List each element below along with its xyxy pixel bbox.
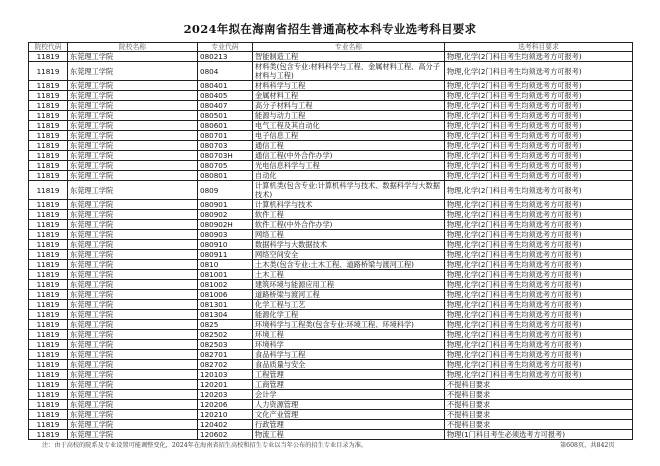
- table-row: [29, 270, 633, 280]
- table-row: [29, 370, 633, 380]
- major-code-cell: 082701: [198, 350, 253, 360]
- school-code-cell: 11819: [29, 250, 68, 260]
- major-name-cell: 计算机类(包含专业:计算机科学与技术、数据科学与大数据技术): [253, 181, 445, 200]
- school-code-cell: 11819: [29, 181, 68, 200]
- major-code-cell: 080902: [198, 210, 253, 220]
- table-row: [29, 111, 633, 121]
- school-code-cell: 11819: [29, 161, 68, 171]
- major-name-cell: 材料科学与工程: [253, 81, 445, 91]
- school-name-cell: 东莞理工学院: [68, 430, 198, 440]
- major-name-cell: 智能制造工程: [253, 52, 445, 62]
- requirement-cell: 物理,化学(2门科目考生均须选考方可报考): [445, 81, 633, 91]
- school-name-cell: 东莞理工学院: [68, 161, 198, 171]
- major-code-cell: 0809: [198, 181, 253, 200]
- major-code-cell: 120103: [198, 370, 253, 380]
- major-code-cell: 080703: [198, 141, 253, 151]
- school-name-cell: 东莞理工学院: [68, 101, 198, 111]
- requirement-cell: 物理,化学(2门科目考生均须选考方可报考): [445, 310, 633, 320]
- requirement-cell: 物理,化学(2门科目考生均须选考方可报考): [445, 320, 633, 330]
- school-code-cell: 11819: [29, 390, 68, 400]
- school-name-cell: 东莞理工学院: [68, 250, 198, 260]
- table-row: [29, 101, 633, 111]
- major-name-cell: 自动化: [253, 171, 445, 181]
- header-major-code: 专业代码: [198, 43, 253, 52]
- requirement-cell: 物理,化学(2门科目考生均须选考方可报考): [445, 330, 633, 340]
- requirement-cell: 物理,化学(2门科目考生均须选考方可报考): [445, 250, 633, 260]
- school-name-cell: 东莞理工学院: [68, 370, 198, 380]
- school-name-cell: 东莞理工学院: [68, 420, 198, 430]
- school-code-cell: 11819: [29, 62, 68, 81]
- school-name-cell: 东莞理工学院: [68, 141, 198, 151]
- major-code-cell: 0810: [198, 260, 253, 270]
- major-code-cell: 120206: [198, 400, 253, 410]
- major-name-cell: 工商管理: [253, 380, 445, 390]
- major-name-cell: 通信工程: [253, 141, 445, 151]
- school-code-cell: 11819: [29, 240, 68, 250]
- table-row: [29, 220, 633, 230]
- requirement-cell: 物理,化学(2门科目考生均须选考方可报考): [445, 360, 633, 370]
- table-row: [29, 340, 633, 350]
- major-name-cell: 文化产业管理: [253, 410, 445, 420]
- school-code-cell: 11819: [29, 370, 68, 380]
- header-major-name: 专业名称: [253, 43, 445, 52]
- major-name-cell: 网络工程: [253, 230, 445, 240]
- school-name-cell: 东莞理工学院: [68, 380, 198, 390]
- requirement-cell: 物理,化学(2门科目考生均须选考方可报考): [445, 260, 633, 270]
- page-title: 2024年拟在海南省招生普通高校本科专业选考科目要求: [183, 22, 477, 36]
- school-code-cell: 11819: [29, 171, 68, 181]
- school-code-cell: 11819: [29, 360, 68, 370]
- major-code-cell: 081006: [198, 290, 253, 300]
- major-name-cell: 化学工程与工艺: [253, 300, 445, 310]
- table-row: [29, 131, 633, 141]
- table-row: [29, 310, 633, 320]
- requirement-cell: 不提科目要求: [445, 380, 633, 390]
- school-name-cell: 东莞理工学院: [68, 270, 198, 280]
- major-code-cell: 0804: [198, 62, 253, 81]
- page-indicator: 第608页，共842页: [560, 442, 615, 449]
- requirement-cell: 物理,化学(2门科目考生均须选考方可报考): [445, 340, 633, 350]
- school-name-cell: 东莞理工学院: [68, 200, 198, 210]
- requirement-cell: 物理,化学(2门科目考生均须选考方可报考): [445, 121, 633, 131]
- footer-note: 注：由于高校的院系及专业设置可能调整变化，2024年在海南省招生高校和招生专业以当年公布的招生专业目录为准。: [42, 442, 368, 449]
- major-name-cell: 电子信息工程: [253, 131, 445, 141]
- requirement-cell: 物理,化学(2门科目考生均须选考方可报考): [445, 141, 633, 151]
- major-code-cell: 080911: [198, 250, 253, 260]
- requirements-table: [28, 42, 633, 440]
- major-code-cell: 082502: [198, 330, 253, 340]
- major-name-cell: 食品科学与工程: [253, 350, 445, 360]
- requirement-cell: 物理,化学(2门科目考生均须选考方可报考): [445, 62, 633, 81]
- school-name-cell: 东莞理工学院: [68, 320, 198, 330]
- major-name-cell: 环境工程: [253, 330, 445, 340]
- school-name-cell: 东莞理工学院: [68, 230, 198, 240]
- school-code-cell: 11819: [29, 430, 68, 440]
- header-school-name: 院校名称: [68, 43, 198, 52]
- major-name-cell: 数据科学与大数据技术: [253, 240, 445, 250]
- table-row: [29, 330, 633, 340]
- table-row: [29, 240, 633, 250]
- table-row: [29, 380, 633, 390]
- school-code-cell: 11819: [29, 340, 68, 350]
- major-code-cell: 080801: [198, 171, 253, 181]
- major-code-cell: 080213: [198, 52, 253, 62]
- table-row: [29, 320, 633, 330]
- table-row: [29, 430, 633, 440]
- requirement-cell: 物理,化学(2门科目考生均须选考方可报考): [445, 270, 633, 280]
- school-name-cell: 东莞理工学院: [68, 350, 198, 360]
- requirement-cell: 物理,化学(2门科目考生均须选考方可报考): [445, 151, 633, 161]
- school-name-cell: 东莞理工学院: [68, 240, 198, 250]
- major-code-cell: 080902H: [198, 220, 253, 230]
- table-body: [29, 52, 633, 440]
- school-code-cell: 11819: [29, 200, 68, 210]
- school-code-cell: 11819: [29, 300, 68, 310]
- requirement-cell: 物理,化学(2门科目考生均须选考方可报考): [445, 111, 633, 121]
- school-code-cell: 11819: [29, 380, 68, 390]
- school-code-cell: 11819: [29, 230, 68, 240]
- major-code-cell: 080601: [198, 121, 253, 131]
- major-name-cell: 计算机科学与技术: [253, 200, 445, 210]
- school-name-cell: 东莞理工学院: [68, 62, 198, 81]
- table-row: [29, 230, 633, 240]
- table-row: [29, 210, 633, 220]
- major-name-cell: 软件工程: [253, 210, 445, 220]
- major-name-cell: 能源化学工程: [253, 310, 445, 320]
- major-code-cell: 080901: [198, 200, 253, 210]
- requirement-cell: 物理,化学(2门科目考生均须选考方可报考): [445, 220, 633, 230]
- table-row: [29, 260, 633, 270]
- table-row: [29, 151, 633, 161]
- table-row: [29, 141, 633, 151]
- table-row: [29, 91, 633, 101]
- major-code-cell: 082503: [198, 340, 253, 350]
- requirement-cell: 物理,化学(2门科目考生均须选考方可报考): [445, 230, 633, 240]
- table-header-row: [29, 43, 633, 52]
- table-row: [29, 81, 633, 91]
- major-code-cell: 120402: [198, 420, 253, 430]
- requirement-cell: 物理,化学(2门科目考生均须选考方可报考): [445, 161, 633, 171]
- requirement-cell: 物理,化学(2门科目考生均须选考方可报考): [445, 101, 633, 111]
- major-name-cell: 网络空间安全: [253, 250, 445, 260]
- school-code-cell: 11819: [29, 280, 68, 290]
- table-row: [29, 290, 633, 300]
- requirement-cell: 物理,化学(2门科目考生均须选考方可报考): [445, 131, 633, 141]
- requirement-cell: 物理,化学(2门科目考生均须选考方可报考): [445, 181, 633, 200]
- school-name-cell: 东莞理工学院: [68, 111, 198, 121]
- table-row: [29, 400, 633, 410]
- school-name-cell: 东莞理工学院: [68, 151, 198, 161]
- requirement-cell: 物理,化学(2门科目考生均须选考方可报考): [445, 280, 633, 290]
- major-code-cell: 080910: [198, 240, 253, 250]
- school-code-cell: 11819: [29, 121, 68, 131]
- major-name-cell: 金属材料工程: [253, 91, 445, 101]
- header-school-code: 院校代码: [29, 43, 68, 52]
- school-name-cell: 东莞理工学院: [68, 91, 198, 101]
- major-name-cell: 材料类(包含专业:材料科学与工程、金属材料工程、高分子材料与工程): [253, 62, 445, 81]
- school-code-cell: 11819: [29, 91, 68, 101]
- requirement-cell: 物理,化学(2门科目考生均须选考方可报考): [445, 290, 633, 300]
- school-name-cell: 东莞理工学院: [68, 330, 198, 340]
- school-code-cell: 11819: [29, 141, 68, 151]
- major-code-cell: 080501: [198, 111, 253, 121]
- major-code-cell: 080903: [198, 230, 253, 240]
- requirement-cell: 物理,化学(2门科目考生均须选考方可报考): [445, 210, 633, 220]
- school-code-cell: 11819: [29, 210, 68, 220]
- major-code-cell: 080405: [198, 91, 253, 101]
- major-name-cell: 食品质量与安全: [253, 360, 445, 370]
- school-code-cell: 11819: [29, 101, 68, 111]
- major-name-cell: 物流工程: [253, 430, 445, 440]
- major-code-cell: 080703H: [198, 151, 253, 161]
- table-row: [29, 280, 633, 290]
- major-name-cell: 环境科学与工程类(包含专业:环境工程、环境科学): [253, 320, 445, 330]
- school-code-cell: 11819: [29, 400, 68, 410]
- table-row: [29, 350, 633, 360]
- major-code-cell: 080705: [198, 161, 253, 171]
- header-requirement: 选考科目要求: [445, 43, 633, 52]
- major-code-cell: 081304: [198, 310, 253, 320]
- table-row: [29, 62, 633, 81]
- major-code-cell: 120203: [198, 390, 253, 400]
- school-name-cell: 东莞理工学院: [68, 310, 198, 320]
- table-row: [29, 200, 633, 210]
- major-name-cell: 工程管理: [253, 370, 445, 380]
- school-name-cell: 东莞理工学院: [68, 340, 198, 350]
- requirement-cell: 物理(1门科目考生必须选考方可报考): [445, 430, 633, 440]
- school-code-cell: 11819: [29, 310, 68, 320]
- major-name-cell: 高分子材料与工程: [253, 101, 445, 111]
- requirement-cell: 物理,化学(2门科目考生均须选考方可报考): [445, 350, 633, 360]
- major-name-cell: 通信工程(中外合作办学): [253, 151, 445, 161]
- major-name-cell: 会计学: [253, 390, 445, 400]
- major-name-cell: 能源与动力工程: [253, 111, 445, 121]
- school-code-cell: 11819: [29, 320, 68, 330]
- table-row: [29, 250, 633, 260]
- table-row: [29, 300, 633, 310]
- major-code-cell: 0825: [198, 320, 253, 330]
- major-code-cell: 080701: [198, 131, 253, 141]
- table-row: [29, 410, 633, 420]
- school-name-cell: 东莞理工学院: [68, 260, 198, 270]
- school-code-cell: 11819: [29, 220, 68, 230]
- school-name-cell: 东莞理工学院: [68, 280, 198, 290]
- school-name-cell: 东莞理工学院: [68, 400, 198, 410]
- major-code-cell: 080407: [198, 101, 253, 111]
- table-row: [29, 360, 633, 370]
- school-code-cell: 11819: [29, 270, 68, 280]
- major-name-cell: 土木类(包含专业:土木工程、道路桥梁与渡河工程): [253, 260, 445, 270]
- major-name-cell: 人力资源管理: [253, 400, 445, 410]
- school-code-cell: 11819: [29, 330, 68, 340]
- requirement-cell: 不提科目要求: [445, 390, 633, 400]
- major-name-cell: 环境科学: [253, 340, 445, 350]
- table-row: [29, 161, 633, 171]
- requirement-cell: 不提科目要求: [445, 420, 633, 430]
- major-name-cell: 软件工程(中外合作办学): [253, 220, 445, 230]
- major-code-cell: 081301: [198, 300, 253, 310]
- major-code-cell: 081001: [198, 270, 253, 280]
- major-name-cell: 行政管理: [253, 420, 445, 430]
- requirement-cell: 不提科目要求: [445, 410, 633, 420]
- requirement-cell: 物理,化学(2门科目考生均须选考方可报考): [445, 240, 633, 250]
- major-code-cell: 120201: [198, 380, 253, 390]
- major-name-cell: 建筑环境与能源应用工程: [253, 280, 445, 290]
- school-name-cell: 东莞理工学院: [68, 171, 198, 181]
- major-code-cell: 082702: [198, 360, 253, 370]
- table-row: [29, 390, 633, 400]
- table-row: [29, 171, 633, 181]
- school-name-cell: 东莞理工学院: [68, 121, 198, 131]
- requirement-cell: 不提科目要求: [445, 400, 633, 410]
- major-name-cell: 电气工程及其自动化: [253, 121, 445, 131]
- school-name-cell: 东莞理工学院: [68, 290, 198, 300]
- table-row: [29, 52, 633, 62]
- requirement-cell: 物理,化学(2门科目考生均须选考方可报考): [445, 91, 633, 101]
- school-code-cell: 11819: [29, 151, 68, 161]
- major-code-cell: 120602: [198, 430, 253, 440]
- requirement-cell: 物理,化学(2门科目考生均须选考方可报考): [445, 200, 633, 210]
- school-name-cell: 东莞理工学院: [68, 390, 198, 400]
- school-name-cell: 东莞理工学院: [68, 210, 198, 220]
- major-name-cell: 道路桥梁与渡河工程: [253, 290, 445, 300]
- major-code-cell: 080401: [198, 81, 253, 91]
- school-code-cell: 11819: [29, 260, 68, 270]
- school-code-cell: 11819: [29, 350, 68, 360]
- major-code-cell: 120210: [198, 410, 253, 420]
- school-name-cell: 东莞理工学院: [68, 300, 198, 310]
- school-name-cell: 东莞理工学院: [68, 360, 198, 370]
- school-name-cell: 东莞理工学院: [68, 181, 198, 200]
- school-code-cell: 11819: [29, 410, 68, 420]
- school-code-cell: 11819: [29, 131, 68, 141]
- school-code-cell: 11819: [29, 290, 68, 300]
- school-name-cell: 东莞理工学院: [68, 81, 198, 91]
- school-name-cell: 东莞理工学院: [68, 410, 198, 420]
- school-name-cell: 东莞理工学院: [68, 220, 198, 230]
- school-code-cell: 11819: [29, 111, 68, 121]
- school-name-cell: 东莞理工学院: [68, 131, 198, 141]
- school-code-cell: 11819: [29, 81, 68, 91]
- major-code-cell: 081002: [198, 280, 253, 290]
- school-code-cell: 11819: [29, 52, 68, 62]
- school-name-cell: 东莞理工学院: [68, 52, 198, 62]
- school-code-cell: 11819: [29, 420, 68, 430]
- major-name-cell: 土木工程: [253, 270, 445, 280]
- requirement-cell: 物理,化学(2门科目考生均须选考方可报考): [445, 370, 633, 380]
- table-row: [29, 420, 633, 430]
- requirement-cell: 物理,化学(2门科目考生均须选考方可报考): [445, 300, 633, 310]
- table-row: [29, 181, 633, 200]
- table-row: [29, 121, 633, 131]
- major-name-cell: 光电信息科学与工程: [253, 161, 445, 171]
- requirement-cell: 物理,化学(2门科目考生均须选考方可报考): [445, 171, 633, 181]
- requirement-cell: 物理,化学(2门科目考生均须选考方可报考): [445, 52, 633, 62]
